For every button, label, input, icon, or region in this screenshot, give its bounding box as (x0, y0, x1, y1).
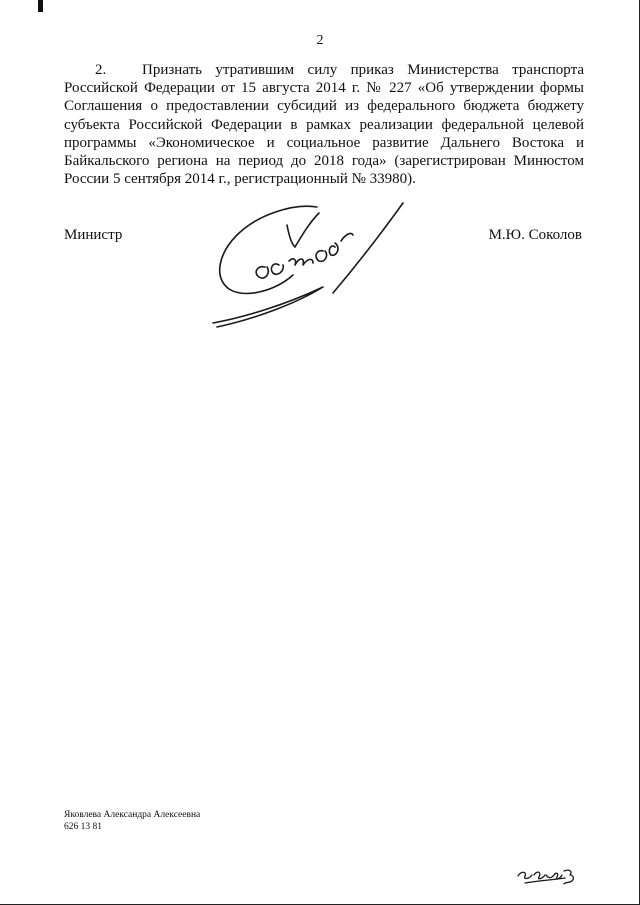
signatory-name: М.Ю. Соколов (488, 227, 582, 243)
signatory-title: Министр (64, 227, 123, 243)
paragraph-line-6: Байкальского региона на период до 2018 года» (зарегистрирован Минюстом (64, 153, 584, 170)
paragraph-2 (64, 61, 584, 188)
paragraph-line-5: программы «Экономическое и социальное развитие Дальнего Востока и (64, 134, 584, 151)
paragraph-line-4: субъекта Российской Федерации в рамках реализации федеральной целевой (64, 116, 584, 133)
executor-name: Яковлева Александра Алексеевна (64, 810, 201, 820)
executor-info (64, 809, 200, 833)
paragraph-line-3: Соглашения о предоставлении субсидий из федерального бюджета бюджету (64, 98, 584, 115)
executor-phone: 626 13 81 (64, 822, 102, 832)
paragraph-line-7: России 5 сентября 2014 г., регистрационный № 33980). (64, 171, 416, 188)
handwritten-signature (205, 195, 415, 330)
page-number: 2 (316, 33, 324, 48)
handwritten-initials (515, 863, 577, 887)
paragraph-line-1 (64, 61, 584, 79)
paragraph-number: 2. (95, 62, 107, 78)
paragraph-line-2: Российской Федерации от 15 августа 2014 г. № 227 «Об утверждении формы (64, 80, 584, 97)
paragraph-line-1-text: Признать утратившим силу приказ Министерства транспорта (142, 62, 584, 78)
